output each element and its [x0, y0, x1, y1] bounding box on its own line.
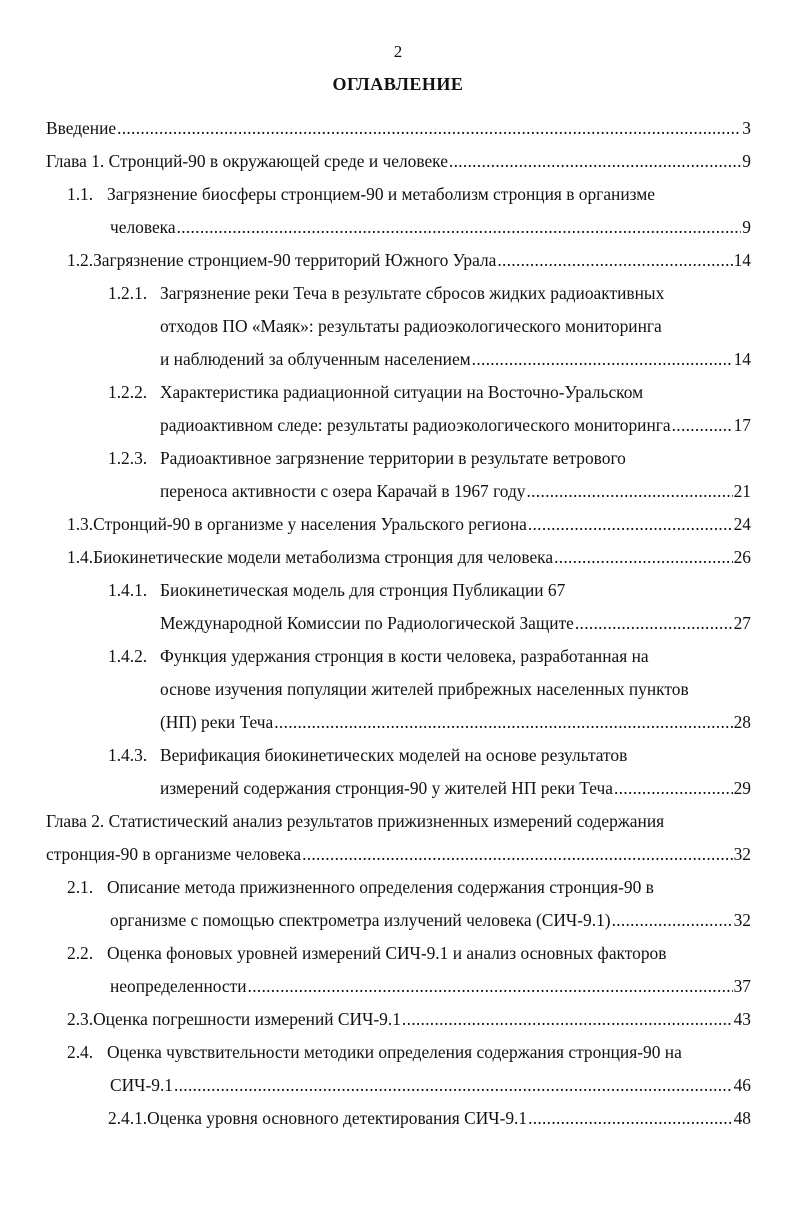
toc-leader-dots — [472, 343, 733, 376]
toc-entry-title: Оценка чувствительности методики определения содержания стронция-90 на — [107, 1042, 682, 1062]
toc-leader-dots — [612, 904, 733, 937]
toc-entry[interactable] — [0, 244, 796, 277]
toc-entry[interactable] — [0, 376, 796, 442]
toc-line — [108, 376, 751, 409]
toc-entry-title: Оценка погрешности измерений СИЧ-9.1 — [93, 1009, 401, 1029]
toc-entry[interactable] — [0, 937, 796, 1003]
toc-page-number: 26 — [733, 547, 751, 567]
toc-leader-dots — [614, 772, 733, 805]
toc-entry-title: Биокинетические модели метаболизма стронция для человека — [93, 547, 554, 567]
page-title: ОГЛАВЛЕНИЕ — [332, 74, 464, 94]
toc-page-number: 32 — [733, 844, 751, 864]
toc-entry-title: радиоактивном следе: результаты радиоэкологического мониторинга — [160, 415, 671, 435]
toc-leader-dots — [672, 409, 733, 442]
toc-entry-title: организме с помощью спектрометра излучений человека (СИЧ-9.1) — [110, 910, 611, 930]
toc-line — [46, 112, 751, 145]
toc-entry-number: 2.3. — [67, 1009, 94, 1029]
toc-line — [108, 442, 751, 475]
toc-page-number: 14 — [733, 250, 751, 270]
toc-line — [67, 244, 751, 277]
toc-entry-title: и наблюдений за облученным населением — [160, 349, 471, 369]
toc-entry[interactable] — [0, 1003, 796, 1036]
toc-leader-dots — [528, 508, 733, 541]
toc-line — [67, 508, 751, 541]
toc-entry-title: Оценка фоновых уровней измерений СИЧ-9.1 и анализ основных факторов — [107, 943, 667, 963]
toc-entry-title: человека — [110, 217, 176, 237]
toc-leader-dots — [177, 211, 742, 244]
toc-entry[interactable] — [0, 574, 796, 640]
toc-line — [160, 673, 751, 706]
toc-entry[interactable] — [0, 277, 796, 376]
toc-line — [160, 706, 751, 739]
table-of-contents — [0, 112, 796, 1135]
toc-entry-number: 1.4.2. — [108, 646, 148, 666]
toc-line — [160, 607, 751, 640]
toc-page-number: 32 — [733, 910, 751, 930]
toc-line — [110, 1069, 751, 1102]
toc-line — [160, 310, 751, 343]
toc-line — [67, 1036, 751, 1069]
toc-entry-title: переноса активности с озера Карачай в 1967 году — [160, 481, 526, 501]
toc-leader-dots — [248, 970, 733, 1003]
toc-entry-title: Описание метода прижизненного определения содержания стронция-90 в — [107, 877, 654, 897]
toc-entry-title: СИЧ-9.1 — [110, 1075, 173, 1095]
toc-entry-title: Биокинетическая модель для стронция Публикации 67 — [160, 580, 566, 600]
toc-entry-title: Радиоактивное загрязнение территории в результате ветрового — [160, 448, 626, 468]
toc-entry-title: измерений содержания стронция-90 у жителей НП реки Теча — [160, 778, 614, 798]
toc-entry[interactable] — [0, 640, 796, 739]
toc-leader-dots — [274, 706, 732, 739]
toc-page-number: 17 — [733, 415, 751, 435]
toc-entry-number: 1.2.3. — [108, 448, 148, 468]
toc-line — [67, 1003, 751, 1036]
toc-entry-number: 1.4.1. — [108, 580, 148, 600]
toc-entry[interactable] — [0, 805, 796, 871]
toc-page-number: 29 — [733, 778, 751, 798]
page-number: 2 — [393, 42, 403, 61]
toc-entry-title: (НП) реки Теча — [160, 712, 274, 732]
toc-leader-dots — [302, 838, 733, 871]
toc-page-number: 37 — [733, 976, 751, 996]
toc-leader-dots — [575, 607, 733, 640]
toc-line — [160, 343, 751, 376]
toc-entry-number: 2.1. — [67, 877, 94, 897]
toc-entry-title: Оценка уровня основного детектирования СИЧ-9.1 — [147, 1108, 528, 1128]
toc-entry-title: Верификация биокинетических моделей на основе результатов — [160, 745, 628, 765]
toc-entry-title: Глава 2. Статистический анализ результатов прижизненных измерений содержания — [46, 811, 665, 831]
toc-entry-number: 2.4. — [67, 1042, 94, 1062]
toc-line — [67, 178, 751, 211]
toc-line — [67, 541, 751, 574]
toc-entry[interactable] — [0, 541, 796, 574]
toc-entry-title: основе изучения популяции жителей прибрежных населенных пунктов — [160, 679, 689, 699]
toc-page-number: 46 — [733, 1075, 751, 1095]
toc-entry-number: 1.2. — [67, 250, 94, 270]
toc-line — [160, 475, 751, 508]
toc-page-number: 14 — [733, 349, 751, 369]
toc-line — [108, 277, 751, 310]
toc-entry-number: 1.1. — [67, 184, 94, 204]
toc-leader-dots — [554, 541, 733, 574]
toc-entry-number: 1.2.1. — [108, 283, 148, 303]
toc-entry[interactable] — [0, 178, 796, 244]
toc-entry-title: Загрязнение реки Теча в результате сбросов жидких радиоактивных — [160, 283, 665, 303]
toc-line — [108, 574, 751, 607]
toc-line — [67, 871, 751, 904]
toc-line — [160, 409, 751, 442]
toc-entry-number: 2.2. — [67, 943, 94, 963]
toc-entry[interactable] — [0, 739, 796, 805]
toc-entry-title: Загрязнение стронцием-90 территорий Южного Урала — [93, 250, 497, 270]
toc-entry[interactable] — [0, 112, 796, 145]
toc-leader-dots — [174, 1069, 733, 1102]
toc-leader-dots — [449, 145, 741, 178]
toc-entry[interactable] — [0, 1036, 796, 1102]
toc-entry-title: Международной Комиссии по Радиологической Защите — [160, 613, 574, 633]
toc-page-number: 21 — [733, 481, 751, 501]
toc-entry-number: 2.4.1. — [108, 1108, 148, 1128]
toc-entry[interactable] — [0, 145, 796, 178]
toc-line — [46, 838, 751, 871]
toc-line — [46, 145, 751, 178]
toc-page-number: 28 — [733, 712, 751, 732]
toc-line — [110, 904, 751, 937]
toc-line — [108, 1102, 751, 1135]
toc-entry-title: неопределенности — [110, 976, 247, 996]
toc-leader-dots — [528, 1102, 733, 1135]
toc-line — [110, 211, 751, 244]
toc-entry[interactable] — [0, 871, 796, 937]
toc-page-number: 27 — [733, 613, 751, 633]
toc-entry-number: 1.4.3. — [108, 745, 148, 765]
toc-entry-number: 1.3. — [67, 514, 94, 534]
toc-entry-title: Стронций-90 в организме у населения Уральского региона — [93, 514, 527, 534]
toc-page-number: 9 — [742, 217, 751, 237]
toc-line — [108, 640, 751, 673]
toc-line — [67, 937, 751, 970]
toc-entry-title: отходов ПО «Маяк»: результаты радиоэкологического мониторинга — [160, 316, 662, 336]
toc-entry[interactable] — [0, 442, 796, 508]
toc-entry-title: стронция-90 в организме человека — [46, 844, 302, 864]
toc-line — [46, 805, 751, 838]
toc-line — [110, 970, 751, 1003]
toc-entry-title: Функция удержания стронция в кости человека, разработанная на — [160, 646, 649, 666]
toc-page-number: 3 — [742, 118, 751, 138]
toc-entry-title: Глава 1. Стронций-90 в окружающей среде и человеке — [46, 151, 448, 171]
toc-page-number: 24 — [733, 514, 751, 534]
toc-entry-number: 1.2.2. — [108, 382, 148, 402]
toc-entry[interactable] — [0, 1102, 796, 1135]
toc-page-number: 48 — [733, 1108, 751, 1128]
toc-line — [108, 739, 751, 772]
toc-leader-dots — [117, 112, 741, 145]
toc-entry-title: Загрязнение биосферы стронцием-90 и метаболизм стронция в организме — [107, 184, 655, 204]
toc-entry-title: Характеристика радиационной ситуации на Восточно-Уральском — [160, 382, 644, 402]
toc-leader-dots — [497, 244, 732, 277]
toc-entry-number: 1.4. — [67, 547, 94, 567]
toc-entry-title: Введение — [46, 118, 117, 138]
toc-leader-dots — [402, 1003, 733, 1036]
toc-page-number: 9 — [742, 151, 751, 171]
toc-leader-dots — [527, 475, 733, 508]
toc-line — [160, 772, 751, 805]
toc-page-number: 43 — [733, 1009, 751, 1029]
toc-entry[interactable] — [0, 508, 796, 541]
